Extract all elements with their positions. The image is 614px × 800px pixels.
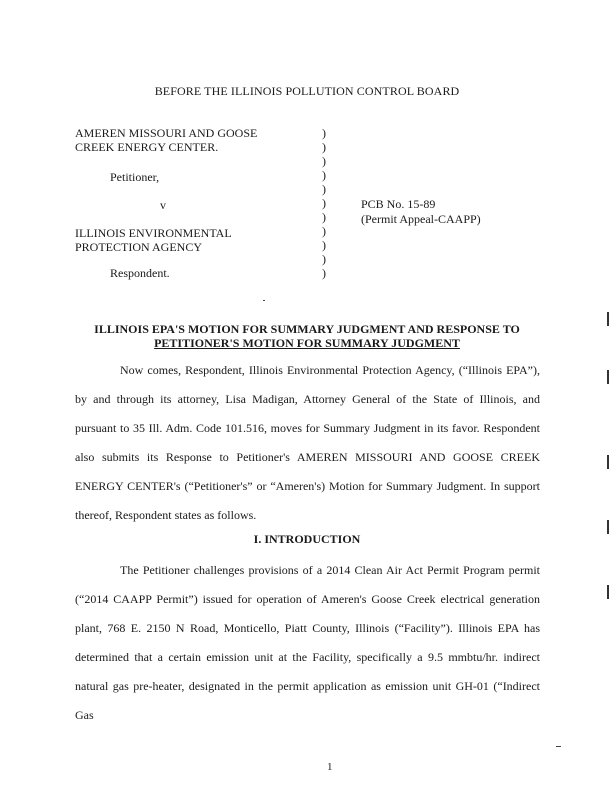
introduction-paragraph: The Petitioner challenges provisions of a 2014 Clean Air Act Permit Program permit (“2014 CAAPP Permit”) issued for operation of Ameren's Goose Creek electrical generation plant, 768 E. 2150 N Road, Monticello, Piatt County, Illinois (“Facility”). Illinois EPA has determined that a certain emission unit at the Facility, specifically a 9.5 mmbtu/hr. indirect natural gas pre-heater, designated in the permit application as emission unit GH-01 (“Indirect Gas (75, 563, 540, 722)
caption-parenthesis: ) (322, 140, 326, 154)
respondent-name-line2: PROTECTION AGENCY (75, 240, 203, 254)
caption-parenthesis: ) (322, 266, 326, 280)
petitioner-role: Petitioner, (110, 170, 160, 184)
board-heading: BEFORE THE ILLINOIS POLLUTION CONTROL BOARD (154, 84, 460, 98)
motion-title-line2: PETITIONER'S MOTION FOR SUMMARY JUDGMENT (154, 336, 460, 350)
caption-parenthesis: ) (322, 224, 326, 238)
case-type: (Permit Appeal-CAAPP) (361, 212, 481, 226)
scan-edge-mark (607, 455, 609, 469)
scan-edge-mark (607, 585, 609, 599)
caption-parenthesis: ) (322, 252, 326, 266)
caption-parenthesis: ) (322, 182, 326, 196)
scan-speck (263, 300, 265, 301)
case-number: PCB No. 15-89 (361, 197, 436, 211)
caption-parenthesis: ) (322, 126, 326, 140)
case-info (361, 197, 481, 227)
caption-parenthesis: ) (322, 210, 326, 224)
motion-title-line1: ILLINOIS EPA'S MOTION FOR SUMMARY JUDGMENT AND RESPONSE TO (94, 322, 520, 336)
caption-parenthesis: ) (322, 168, 326, 182)
caption-parenthesis: ) (322, 154, 326, 168)
respondent-role: Respondent. (110, 266, 170, 280)
scan-edge-mark (607, 370, 609, 384)
scan-edge-mark (607, 520, 609, 534)
page-number: 1 (327, 761, 333, 773)
petitioner-name-line2: CREEK ENERGY CENTER. (75, 140, 219, 154)
introduction-heading: I. INTRODUCTION (253, 532, 361, 546)
scan-speck (556, 746, 561, 747)
caption-parenthesis: ) (322, 238, 326, 252)
caption-parenthesis-column (322, 126, 326, 280)
motion-paragraph: Now comes, Respondent, Illinois Environmental Protection Agency, (“Illinois EPA”), by and through its attorney, Lisa Madigan, Attorney General of the State of Illinois, and pursuant to 35 Ill. Adm. Code 101.516, moves for Summary Judgment in its favor. Respondent also submits its Response to Petitioner's AMEREN MISSOURI AND GOOSE CREEK ENERGY CENTER's (“Petitioner's” or “Ameren's) Motion for Summary Judgment. In support thereof, Respondent states as follows. (75, 363, 540, 522)
versus-label: v (160, 198, 166, 212)
caption-parenthesis: ) (322, 196, 326, 210)
petitioner-name-line1: AMEREN MISSOURI AND GOOSE (75, 126, 258, 140)
scan-edge-mark (607, 312, 609, 326)
respondent-name-line1: ILLINOIS ENVIRONMENTAL (75, 226, 232, 240)
motion-title (0, 322, 614, 350)
